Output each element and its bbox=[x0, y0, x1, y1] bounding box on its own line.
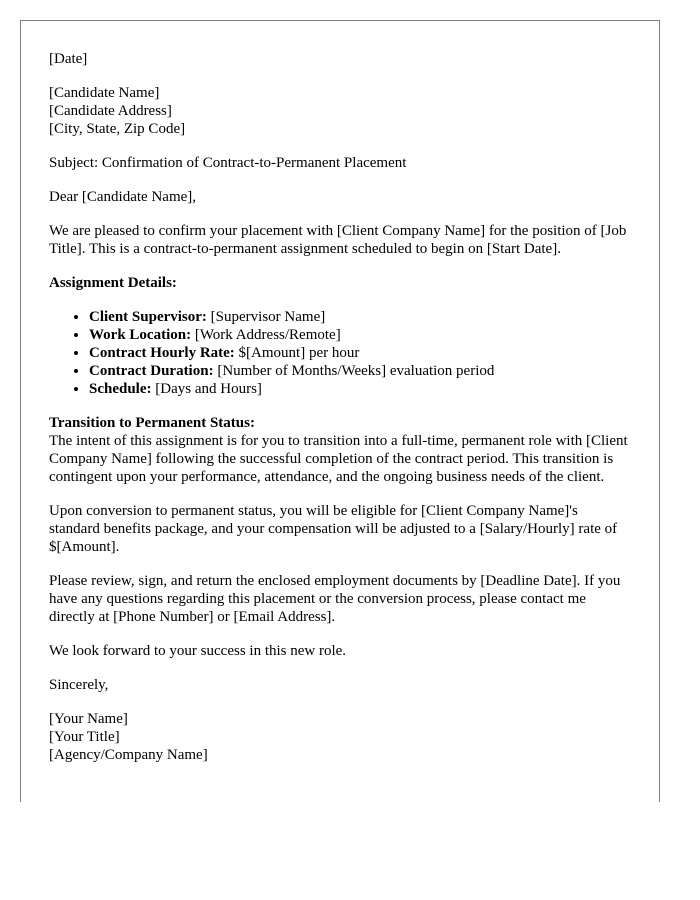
list-item-value: $[Amount] per hour bbox=[234, 345, 360, 361]
list-item bbox=[89, 380, 631, 398]
recipient-city-state-zip: [City, State, Zip Code] bbox=[49, 121, 186, 137]
recipient-address: [Candidate Address] bbox=[49, 103, 172, 119]
recipient-block bbox=[49, 84, 631, 138]
list-item-value: [Days and Hours] bbox=[151, 381, 262, 397]
signature-company: [Agency/Company Name] bbox=[49, 747, 208, 763]
transition-heading: Transition to Permanent Status: bbox=[49, 415, 255, 431]
assignment-heading-text: Assignment Details: bbox=[49, 275, 177, 291]
list-item-label: Contract Duration: bbox=[89, 363, 214, 379]
signature-title: [Your Title] bbox=[49, 729, 120, 745]
letter-salutation: Dear [Candidate Name], bbox=[49, 189, 197, 205]
signature-block bbox=[49, 710, 631, 764]
intro-paragraph: We are pleased to confirm your placement with [Client Company Name] for the position of [Job Title]. This is a contract-to-permanent assignment scheduled to begin on [Start Date]. bbox=[49, 223, 627, 257]
assignment-heading bbox=[49, 274, 631, 292]
list-item-value: [Number of Months/Weeks] evaluation period bbox=[213, 363, 495, 379]
list-item-label: Client Supervisor: bbox=[89, 309, 207, 325]
list-item-label: Contract Hourly Rate: bbox=[89, 345, 235, 361]
assignment-details-list bbox=[49, 308, 631, 398]
list-item-value: [Supervisor Name] bbox=[206, 309, 326, 325]
letter-subject: Subject: Confirmation of Contract-to-Permanent Placement bbox=[49, 155, 407, 171]
conversion-paragraph: Upon conversion to permanent status, you will be eligible for [Client Company Name]'s standard benefits package, and your compensation will be adjusted to a [Salary/Hourly] rate of $[Amount]. bbox=[49, 503, 618, 555]
letter-page bbox=[20, 20, 660, 802]
sign-off: Sincerely, bbox=[49, 677, 109, 693]
list-item-label: Schedule: bbox=[89, 381, 152, 397]
transition-section bbox=[49, 414, 631, 486]
recipient-name: [Candidate Name] bbox=[49, 85, 160, 101]
list-item bbox=[89, 362, 631, 380]
list-item-value: [Work Address/Remote] bbox=[191, 327, 341, 343]
list-item bbox=[89, 344, 631, 362]
list-item-label: Work Location: bbox=[89, 327, 192, 343]
list-item bbox=[89, 308, 631, 326]
transition-paragraph: The intent of this assignment is for you to transition into a full-time, permanent role with [Client Company Name] following the successful completion of the contract period. This transition is contingent upon your performance, attendance, and the ongoing business needs of the client. bbox=[49, 433, 628, 485]
letter-date: [Date] bbox=[49, 51, 88, 67]
closing-paragraph: We look forward to your success in this new role. bbox=[49, 643, 347, 659]
signature-name: [Your Name] bbox=[49, 711, 128, 727]
list-item bbox=[89, 326, 631, 344]
review-paragraph: Please review, sign, and return the enclosed employment documents by [Deadline Date]. If you have any questions regarding this placement or the conversion process, please contact me directly at [Phone Number] or [Email Address]. bbox=[49, 573, 621, 625]
